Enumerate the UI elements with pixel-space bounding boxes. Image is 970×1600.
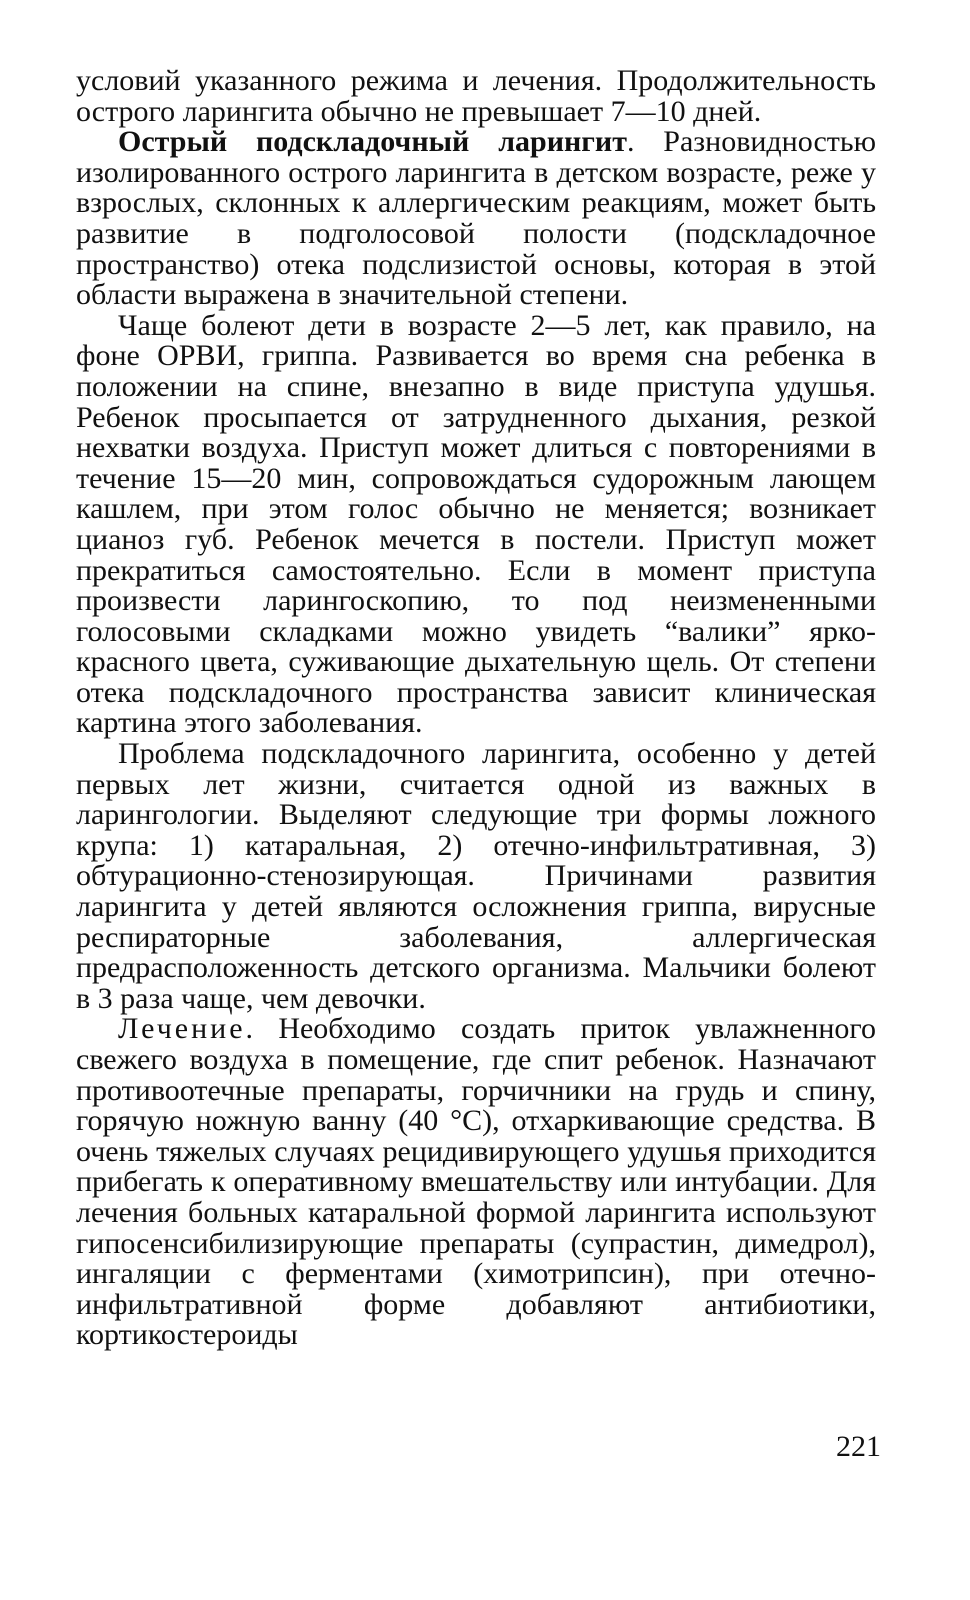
page-number: 221 xyxy=(836,1430,881,1463)
paragraph-text: Чаще болеют дети в возрасте 2—5 лет, как правило, на фоне ОРВИ, гриппа. Развивается во время сна ребенка в положении на спине, внезапно в виде приступа удушья. Ребенок просыпается от затрудненного дыхания, резкой нехватки воздуха. Приступ может длиться с повторениями в течение 15—20 мин, сопровождаться судорожным лающем кашлем, при этом голос обычно не меняется; возникает цианоз губ. Ребенок мечется в постели. Приступ может прекратиться самостоятельно. Если в момент приступа произвести ларингоскопию, то под неизмененными голосовыми складками можно увидеть “валики” ярко-красного цвета, суживающие дыхательную щель. От степени отека подскладочного пространства зависит клиническая картина этого заболевания. xyxy=(76,308,876,740)
paragraph-treatment xyxy=(76,1014,876,1351)
paragraph-symptoms xyxy=(76,308,876,740)
paragraph-text: . Необходимо создать приток увлажненного свежего воздуха в помещение, где спит ребенок. Назначают противоотечные препараты, горчичники на грудь и спину, горячую ножную ванну (40 °С), отхаркивающие средства. В очень тяжелых случаях рецидивирующего удушья приходится прибегать к оперативному вмешательству или интубации. Для лечения больных катаральной формой ларингита используют гипосенсибилизирующие препараты (супрастин, димедрол), ингаляции с ферментами (химотрипсин), при отечно-инфильтративной форме добавляют антибиотики, кортикостероиды xyxy=(76,1012,876,1352)
run-in-heading: Острый подскладочный ларингит xyxy=(118,125,627,159)
paragraph-text: . Разновидностью изолированного острого ларингита в детском возрасте, реже у взрослых, склонных к аллергическим реакциям, может быть развитие в подголосовой полости (подскладочное пространство) отека подслизистой основы, которая в этой области выражена в значительной степени. xyxy=(76,125,877,312)
paragraph-text: условий указанного режима и лечения. Продолжительность острого ларингита обычно не превышает 7—10 дней. xyxy=(76,64,876,128)
paragraph-continuation xyxy=(76,66,876,127)
paragraph-text: Проблема подскладочного ларингита, особенно у детей первых лет жизни, считается одной из важных в ларингологии. Выделяют следующие три формы ложного крупа: 1) катаральная, 2) отечно-инфильтративная, 3) обтурационно-стенозирующая. Причинами развития ларингита у детей являются осложнения гриппа, вирусные респираторные заболевания, аллергическая предрасположенность детского организма. Мальчики болеют в 3 раза чаще, чем девочки. xyxy=(76,737,876,1015)
page-body xyxy=(76,66,876,1351)
paragraph-subglottic-laryngitis xyxy=(76,127,876,311)
run-in-heading: Лечение xyxy=(118,1012,246,1046)
paragraph-forms xyxy=(76,739,876,1014)
